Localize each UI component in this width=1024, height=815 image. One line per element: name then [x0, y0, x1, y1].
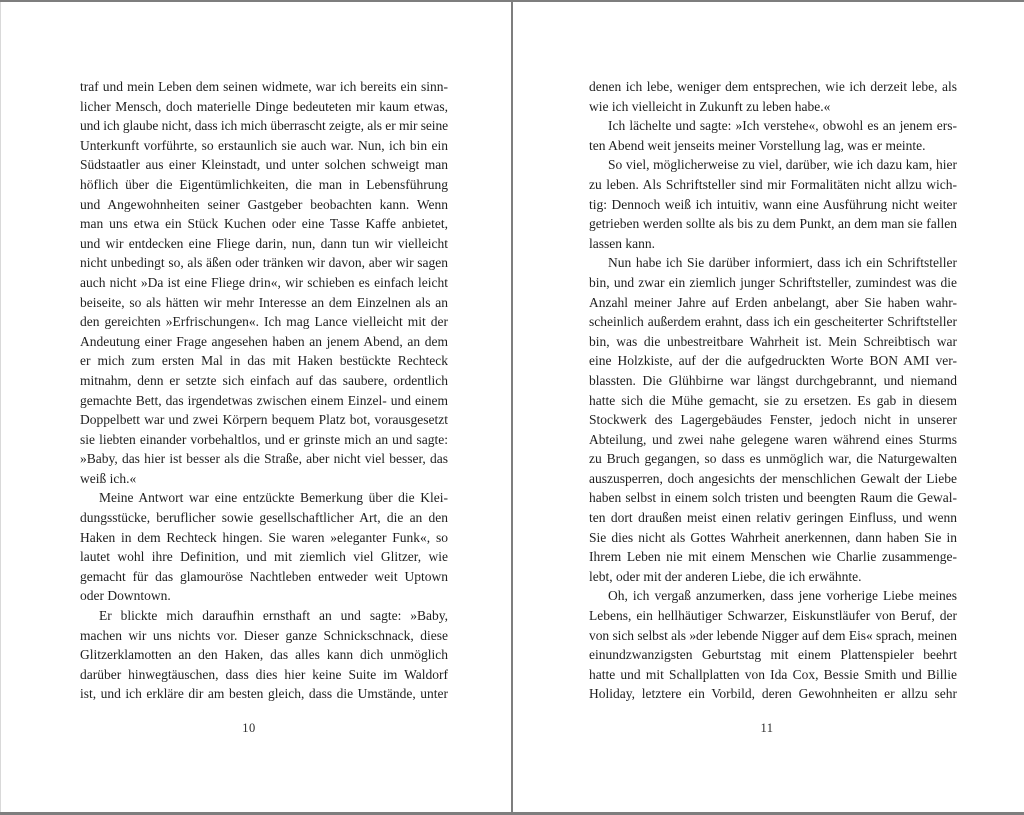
text-line: ten dort draußen meist einen relativ geringen Einfluss, und wenn	[589, 510, 957, 526]
text-line: den gereichten »Erfrischungen«. Ich mag Lance vielleicht mit der	[80, 314, 448, 330]
text-line: wie ich vielleicht in Zukunft zu leben habe.«	[589, 98, 831, 114]
text-line: Südstaatler aus einer Kleinstadt, und unter solchen schweigt man	[80, 157, 448, 173]
text-line: man uns etwa ein Stück Kuchen oder eine Tasse Kaffe anbietet,	[80, 216, 448, 232]
text-line: hatte und mit Schallplatten von Ida Cox, Bessie Smith und Billie	[589, 666, 957, 682]
text-line: Abteilung, und zwei nahe gelegene waren während eines Sturms	[589, 431, 957, 447]
text-line: Doppelbett war und zwei Körpern bequem Platz bot, vorausgesetzt	[80, 412, 448, 428]
text-line: oder Downtown.	[80, 588, 171, 604]
text-line: zu leben. Als Schriftsteller sind mir Formalitäten nicht allzu wich-	[589, 176, 957, 192]
text-line: Andeutung einer Frage angesehen haben an jenem Abend, an dem	[80, 333, 448, 349]
text-line: auch nicht »Da ist eine Fliege drin«, wir schieben es einfach leicht	[80, 274, 448, 290]
text-line: licher Mensch, doch materielle Dinge bedeuteten mir kaum etwas,	[80, 98, 448, 114]
text-line: bin, was die unbestreitbare Wahrheit ist. Mein Schreibtisch war	[589, 333, 957, 349]
text-line: hatte sich die Mühe gemacht, sie zu ersetzen. Es gab in diesem	[589, 392, 957, 408]
text-line: und Angewohnheiten seiner Gastgeber beobachten kann. Wenn	[80, 196, 448, 212]
text-line: einundzwanzigsten Geburtstag mit einem Plattenspieler beehrt	[589, 647, 957, 663]
text-line: Er blickte mich daraufhin ernsthaft an und sagte: »Baby,	[99, 608, 448, 624]
page-number-right: 11	[760, 721, 774, 735]
text-line: ten Abend weit jenseits meiner Vorstellung lag, was er meinte.	[589, 137, 926, 153]
text-line: scheinlich außerdem erahnt, dass ich ein gescheiterter Schriftsteller	[589, 314, 957, 330]
text-line: höflich über die Eigentümlichkeiten, die man in Lebensführung	[80, 176, 448, 192]
text-line: nicht unbedingt so, als äßen oder tränken wir davon, aber wir sagen	[80, 255, 448, 271]
text-line: Nun habe ich Sie darüber informiert, dass ich ein Schriftsteller	[608, 255, 957, 271]
text-line: Lebens, ein hellhäutiger Schwarzer, Eiskunstläufer von Beruf, der	[589, 608, 957, 624]
page-number-left: 10	[242, 721, 256, 735]
text-line: ist, und ich erkläre dir am besten gleich, dass die Umstände, unter	[80, 686, 448, 702]
text-line: »Baby, das hier ist besser als die Straße, aber nicht viel besser, das	[80, 451, 448, 467]
text-line: Ihrem Leben nie mit einem Menschen wie Charlie zusammenge-	[589, 549, 957, 565]
text-line: getrieben werden sollte als bis zu dem Punkt, an dem man sie fallen	[589, 216, 957, 232]
text-line: eine Holzkiste, auf der die aufgedruckten Worte BON AMI ver-	[589, 353, 957, 369]
text-line: dungsstücke, beruflicher sowie gesellschaftlicher Art, die an den	[80, 510, 448, 526]
text-line: Meine Antwort war eine entzückte Bemerkung über die Klei-	[99, 490, 448, 506]
text-line: von sich selbst als »der lebende Nigger auf dem Eis« sprach, meinen	[589, 627, 957, 643]
left-edge-rule	[0, 0, 1, 815]
text-line: Haken in dem Rechteck hingen. Sie waren »eleganter Funk«, so	[80, 529, 448, 545]
page-text-left	[80, 77, 448, 704]
page-right	[589, 0, 957, 815]
text-line: So viel, möglicherweise zu viel, darüber, wie ich dazu kam, hier	[608, 157, 957, 173]
text-line: Stockwerk des Lagergebäudes Fenster, jedoch nicht in unserer	[589, 412, 957, 428]
page-gutter-divider	[511, 0, 513, 815]
text-line: lassen kann.	[589, 235, 655, 251]
text-line: lebt, oder mit der anderen Liebe, die ich erwähnte.	[589, 568, 862, 584]
text-line: traf und mein Leben dem seinen widmete, war ich bereits ein sinn-	[80, 79, 448, 94]
text-line: gemachte Bett, das irgendetwas zwischen einem Einzel- und einem	[80, 392, 448, 408]
text-line: Glitzerklamotten an den Haken, das alles kann dich unmöglich	[80, 647, 448, 663]
text-line: Unterkunft vorführte, so erstaunlich sie auch war. Nun, ich bin ein	[80, 137, 448, 153]
text-line: beiseite, so als hätten wir mehr Interesse an dem Einzelnen als an	[80, 294, 448, 310]
text-line: mitnahm, denn er setzte sich einfach auf das saubere, ordentlich	[80, 372, 448, 388]
text-line: haben selbst in einem solch tristen und beengten Raum die Gewal-	[589, 490, 957, 506]
text-line: Sie dies nicht als Gottes Wahrheit anerkennen, dann haben Sie in	[589, 529, 957, 545]
text-line: auszusperren, doch angesichts der menschlichen Gewalt der Liebe	[589, 470, 957, 486]
text-line: tig: Dennoch weiß ich intuitiv, wann eine Ausführung nicht weiter	[589, 196, 957, 212]
text-line: Holiday, letztere ein Vorbild, deren Gewohnheiten er allzu sehr	[589, 686, 957, 702]
text-line: Oh, ich vergaß anzumerken, dass jene vorherige Liebe meines	[608, 588, 957, 604]
text-line: er mich zum ersten Mal in das mit Haken bestückte Rechteck	[80, 353, 448, 369]
text-line: gemacht für das glamouröse Nachtleben entweder weit Uptown	[80, 568, 448, 584]
page-left	[80, 0, 448, 815]
text-line: sie liebten einander vorbehaltlos, und er grinste mich an und sagte:	[80, 431, 448, 447]
page-text-right	[589, 77, 957, 704]
text-line: denen ich lebe, weniger dem entsprechen, wie ich derzeit lebe, als	[589, 79, 957, 94]
text-line: und wir entdecken eine Fliege darin, nun, dann tun wir vielleicht	[80, 235, 448, 251]
text-line: darüber hinwegtäuschen, dass dies hier keine Suite im Waldorf	[80, 666, 448, 682]
text-line: bin, und zwar ein ziemlich junger Schriftsteller, zumindest was die	[589, 274, 957, 290]
text-line: blassten. Die Glühbirne war längst durchgebrannt, und niemand	[589, 372, 957, 388]
text-line: und ich glaube nicht, dass ich mich überrascht zeigte, als er mir seine	[80, 118, 448, 134]
text-line: zu Bruch gegangen, so dass es unmöglich war, die Naturgewalten	[589, 451, 957, 467]
text-line: Ich lächelte und sagte: »Ich verstehe«, obwohl es an jenem ers-	[608, 118, 957, 134]
text-line: machen wir uns nichts vor. Dieser ganze Schnickschnack, diese	[80, 627, 448, 643]
text-line: Anzahl meiner Jahre auf Erden anbelangt, aber Sie haben wahr-	[589, 294, 957, 310]
text-line: weiß ich.«	[80, 470, 137, 486]
text-line: lautet wohl ihre Definition, und mit ziemlich viel Glitzer, wie	[80, 549, 448, 565]
